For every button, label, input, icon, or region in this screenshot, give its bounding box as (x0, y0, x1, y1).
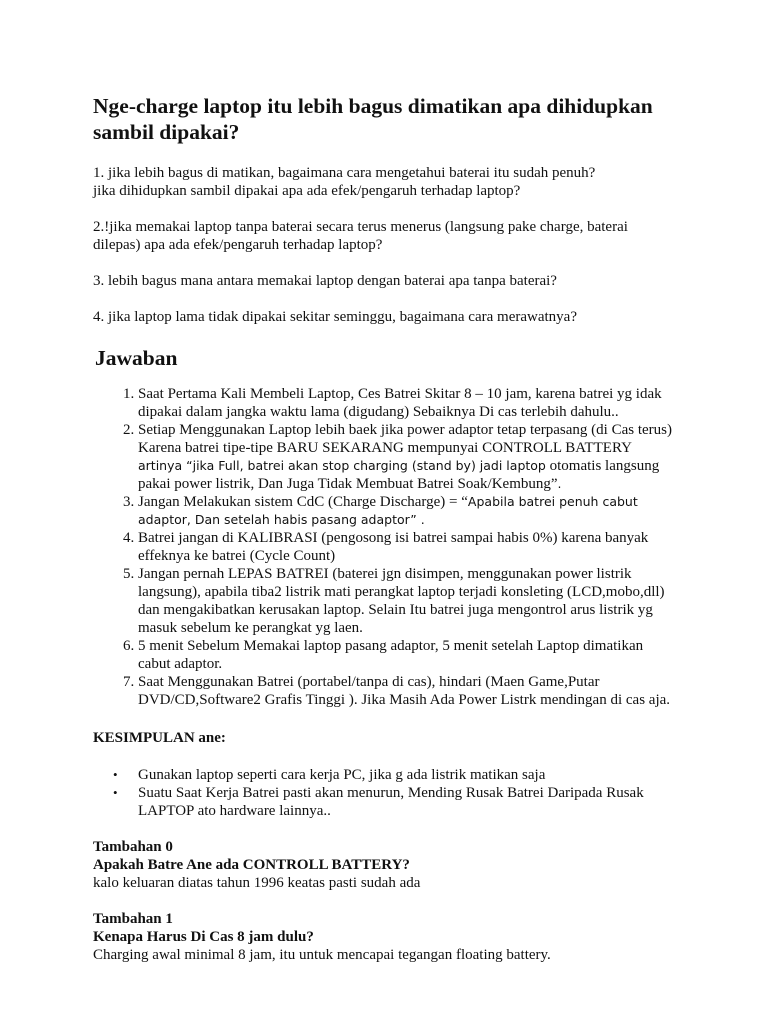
answer-3-text-a: Jangan Melakukan sistem CdC (Charge Discharge) = “ (138, 494, 468, 510)
answer-2-text-c: otomatis langsung pakai power listrik, Dan Juga Tidak Membuat Batrei Soak/Kembung” (138, 458, 660, 492)
conclusion-item-1 (113, 766, 678, 784)
answer-2-text-d: . (557, 476, 562, 491)
answer-item-1: 1. Saat Pertama Kali Membeli Laptop, Ces Batrei Skitar 8 – 10 jam, karena batrei yg idak dipakai dalam jangka waktu lama (digudang) Sebaiknya Di cas terlebih dahulu.. (138, 385, 678, 421)
question-3: 3. lebih bagus mana antara memakai laptop dengan baterai apa tanpa baterai? (93, 273, 557, 289)
conclusion-list (93, 766, 678, 820)
tambahan-0-question: Apakah Batre Ane ada CONTROLL BATTERY? (93, 857, 410, 873)
question-2: 2.!jika memakai laptop tanpa baterai secara terus menerus (langsung pake charge, baterai dilepas) apa ada efek/pengaruh terhadap laptop? (93, 219, 628, 253)
tambahan-1-section (93, 910, 678, 964)
conclusion-item-1-text: Gunakan laptop seperti cara kerja PC, jika g ada listrik matikan saja (138, 767, 546, 783)
tambahan-0-label: Tambahan 0 (93, 839, 173, 855)
answer-3-text-b: Apabila batrei penuh cabut adaptor, Dan setelah habis pasang adaptor” . (138, 494, 638, 527)
question-1 (93, 164, 678, 200)
tambahan-0-section (93, 838, 678, 892)
document-content (93, 93, 678, 964)
answer-item-3 (138, 493, 678, 529)
page-title: Nge-charge laptop itu lebih bagus dimatikan apa dihidupkan sambil dipakai? (93, 94, 653, 144)
jawaban-heading: Jawaban (95, 346, 178, 370)
answer-list (93, 385, 678, 709)
question-1-line-2: jika dihidupkan sambil dipakai apa ada efek/pengaruh terhadap laptop? (93, 183, 521, 199)
kesimpulan-heading: KESIMPULAN ane: (93, 730, 226, 746)
conclusion-item-2 (113, 784, 678, 820)
answer-item-5: 5. Jangan pernah LEPAS BATREI (baterei jgn disimpen, menggunakan power listrik langsung), apabila tiba2 listrik mati perangkat laptop terjadi konsleting (LCD,mobo,dll) dan mengakibatkan kerusakan laptop. Selain Itu batrei juga mengontrol arus listrik yg masuk sebelum ke perangkat yg laen. (138, 565, 678, 637)
bullet-icon: • (113, 785, 118, 800)
question-1-line-1: 1. jika lebih bagus di matikan, bagaimana cara mengetahui baterai itu sudah penuh? (93, 165, 596, 181)
tambahan-0-answer: kalo keluaran diatas tahun 1996 keatas pasti sudah ada (93, 875, 421, 891)
answer-2-text-b: artinya “jika Full, batrei akan stop charging (stand by) jadi laptop (138, 458, 546, 473)
question-4: 4. jika laptop lama tidak dipakai sekitar seminggu, bagaimana cara merawatnya? (93, 309, 577, 325)
tambahan-1-label: Tambahan 1 (93, 911, 173, 927)
answer-item-2 (138, 421, 678, 493)
tambahan-1-question: Kenapa Harus Di Cas 8 jam dulu? (93, 929, 314, 945)
answer-item-7: 7. Saat Menggunakan Batrei (portabel/tanpa di cas), hindari (Maen Game,Putar DVD/CD,Software2 Grafis Tinggi ). Jika Masih Ada Power Listrk mendingan di cas aja. (138, 673, 678, 709)
conclusion-item-2-text: Suatu Saat Kerja Batrei pasti akan menurun, Mending Rusak Batrei Daripada Rusak LAPTOP ato hardware lainnya.. (138, 785, 644, 819)
bullet-icon: • (113, 767, 118, 782)
answer-2-text-a: Setiap Menggunakan Laptop lebih baek jika power adaptor tetap terpasang (di Cas terus) Karena batrei tipe-tipe BARU SEKARANG mempunyai CONTROLL BATTERY (138, 422, 672, 456)
tambahan-1-answer: Charging awal minimal 8 jam, itu untuk mencapai tegangan floating battery. (93, 947, 551, 963)
answer-item-4: 4. Batrei jangan di KALIBRASI (pengosong isi batrei sampai habis 0%) karena banyak effeknya ke batrei (Cycle Count) (138, 529, 678, 565)
answer-item-6: 6. 5 menit Sebelum Memakai laptop pasang adaptor, 5 menit setelah Laptop dimatikan cabut adaptor. (138, 637, 678, 673)
